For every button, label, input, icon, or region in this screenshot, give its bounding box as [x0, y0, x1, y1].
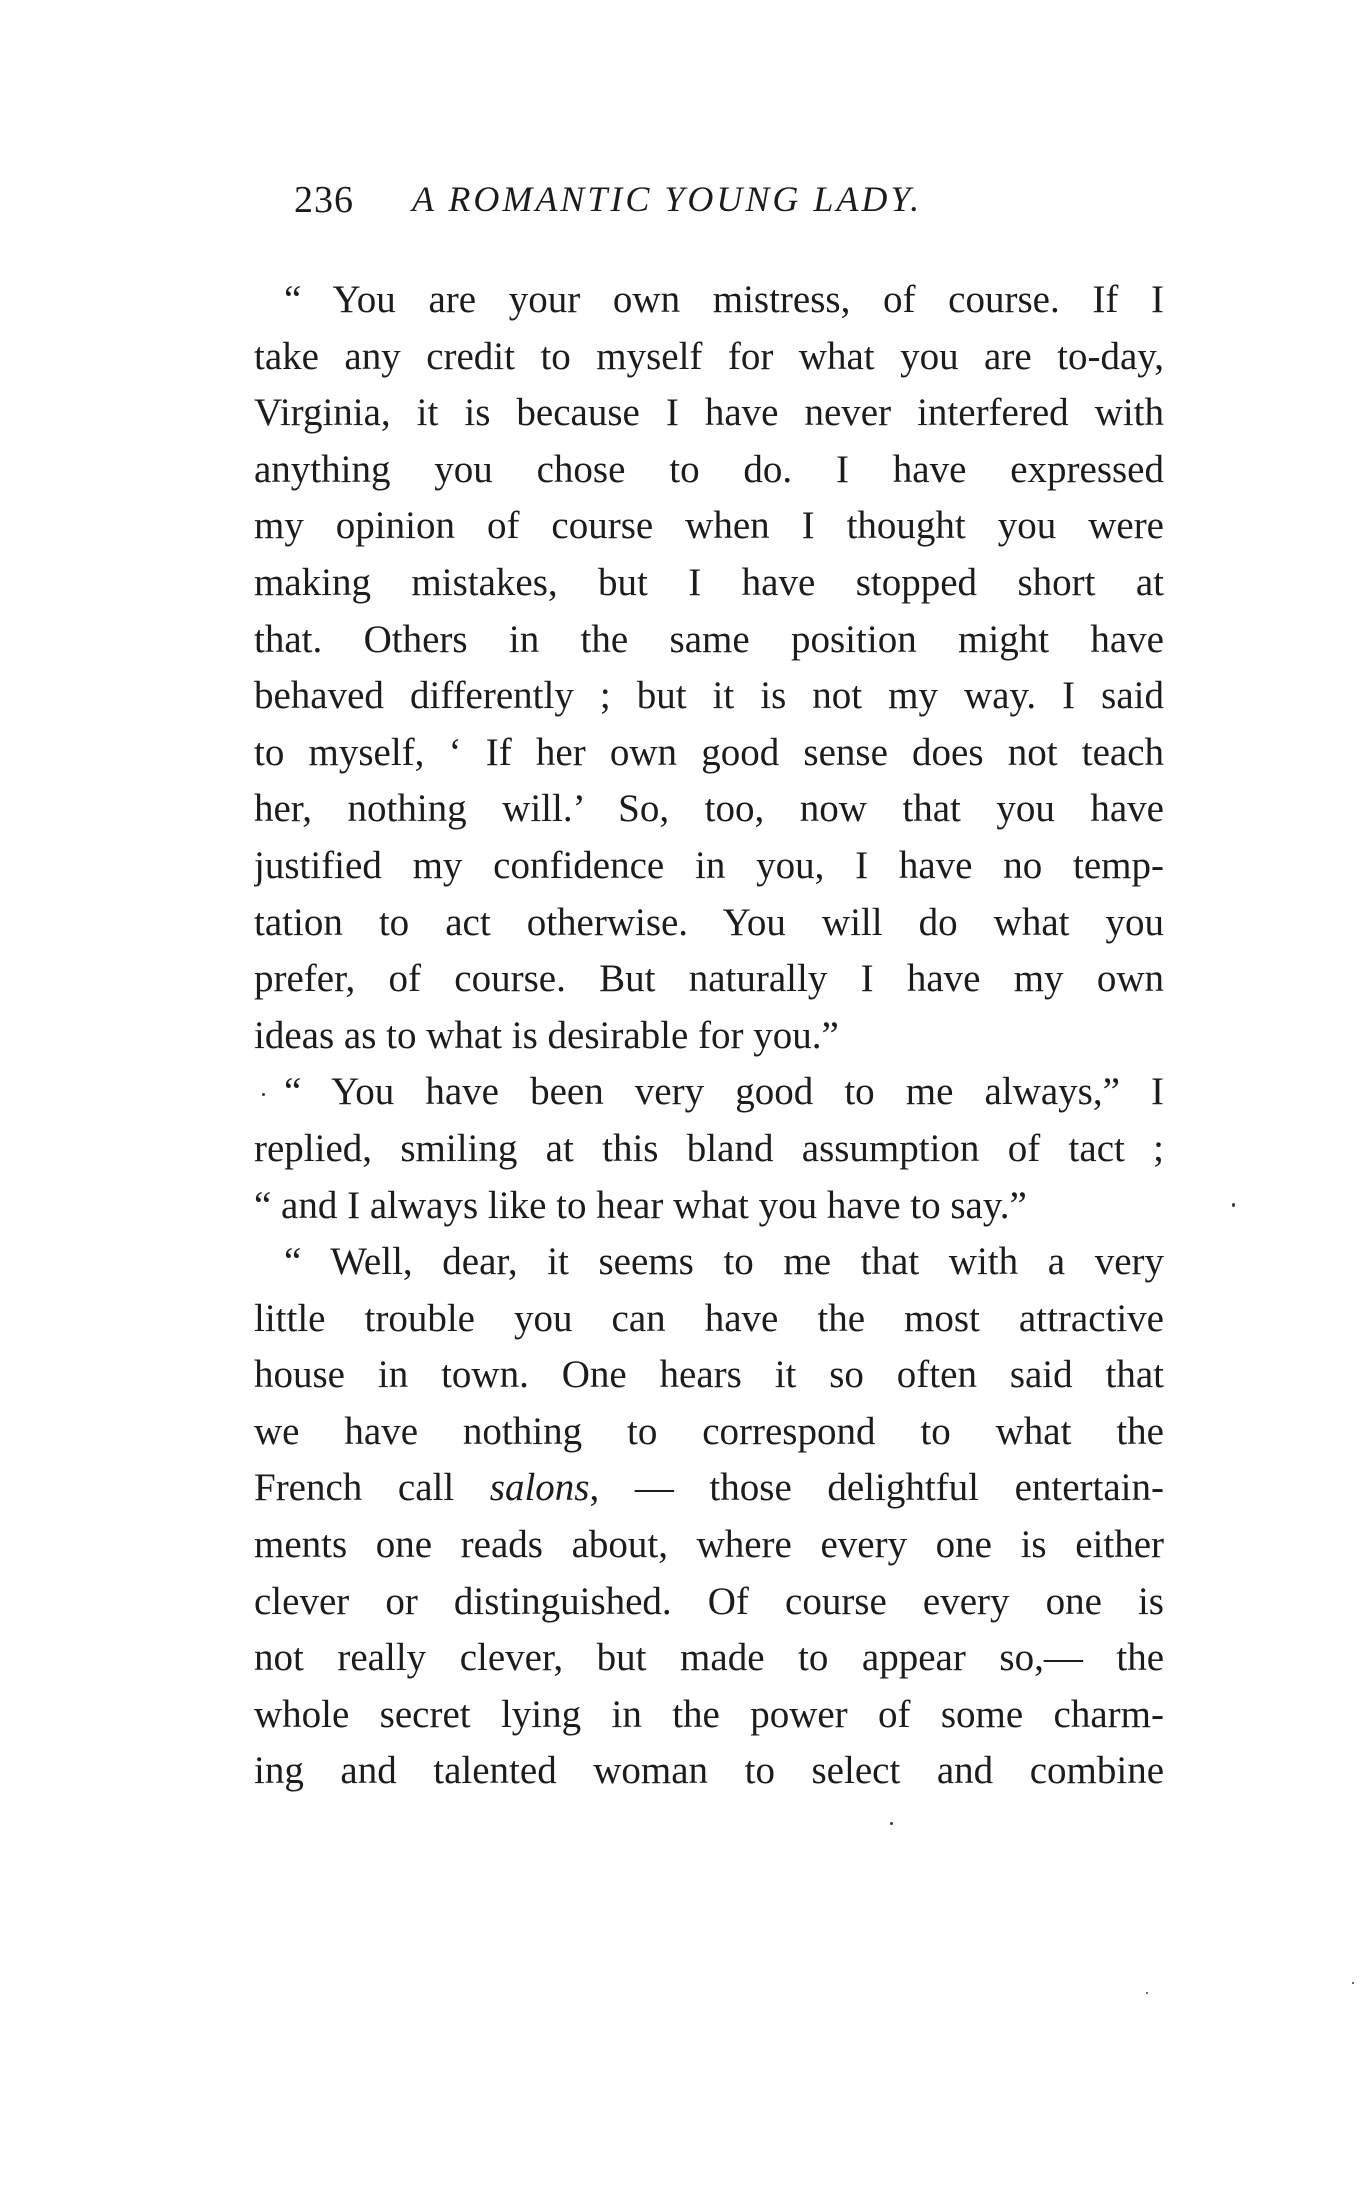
running-title: A ROMANTIC YOUNG LADY. [412, 179, 923, 219]
text-line: clever or distinguished. Of course every one is [254, 1579, 1164, 1623]
text-line: Virginia, it is because I have never interfered with [254, 391, 1164, 435]
text-line: to myself, ‘ If her own good sense does not teach [254, 730, 1164, 774]
text-line: take any credit to myself for what you are to-day, [254, 334, 1164, 378]
text-line: “ and I always like to hear what you have to say.” [254, 1183, 1027, 1227]
text-line: little trouble you can have the most attractive [254, 1296, 1164, 1340]
speck [1146, 1992, 1148, 1994]
text-line: replied, smiling at this bland assumption of tact ; [254, 1126, 1164, 1170]
text-line: “ You have been very good to me always,” I [284, 1070, 1164, 1114]
text-line: behaved differently ; but it is not my way. I said [254, 674, 1164, 718]
speck [1352, 1982, 1354, 1984]
speck [262, 1093, 265, 1096]
running-header [294, 178, 1164, 230]
text-line: that. Others in the same position might have [254, 617, 1164, 661]
text-line: making mistakes, but I have stopped short at [254, 560, 1164, 604]
text-line: justified my confidence in you, I have no temp- [254, 843, 1164, 887]
text-line: prefer, of course. But naturally I have my own [254, 957, 1164, 1001]
text-line: “ Well, dear, it seems to me that with a very [284, 1240, 1164, 1284]
text-line: not really clever, but made to appear so,— the [254, 1636, 1164, 1680]
text-line: French call salons, — those delightful entertain- [254, 1466, 1164, 1510]
page-number: 236 [294, 179, 354, 221]
text-line: tation to act otherwise. You will do what you [254, 900, 1164, 944]
text-line: house in town. One hears it so often said that [254, 1353, 1164, 1397]
text-line: anything you chose to do. I have expressed [254, 447, 1164, 491]
text-line: whole secret lying in the power of some charm- [254, 1692, 1164, 1736]
speck [1232, 1203, 1235, 1207]
text-line: we have nothing to correspond to what the [254, 1409, 1164, 1453]
text-line: her, nothing will.’ So, too, now that you have [254, 787, 1164, 831]
text-line: my opinion of course when I thought you were [254, 504, 1164, 548]
body-text [254, 272, 1164, 1800]
text-line: “ You are your own mistress, of course. If I [284, 278, 1164, 321]
text-line: ing and talented woman to select and combine [254, 1749, 1164, 1793]
text-line: ideas as to what is desirable for you.” [254, 1013, 839, 1057]
italic-word: salons [489, 1466, 590, 1510]
text-line: ments one reads about, where every one is either [254, 1523, 1164, 1567]
speck [890, 1822, 893, 1825]
